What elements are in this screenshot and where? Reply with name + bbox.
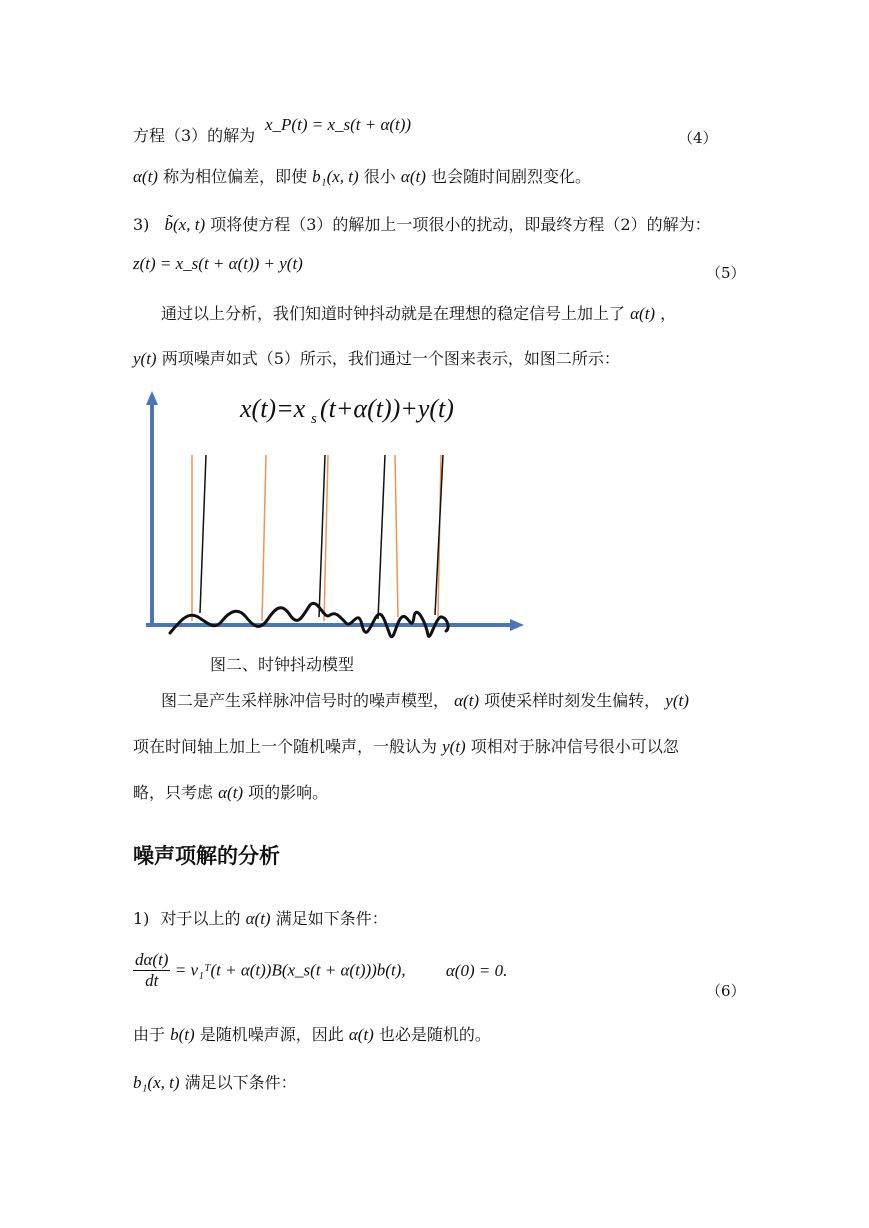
noise-curve: [170, 603, 448, 636]
text-line-5: [161, 303, 676, 325]
jittered-pulse: [200, 455, 206, 613]
fraction-denominator: dt: [145, 971, 159, 990]
math-alpha: α(t): [454, 691, 480, 710]
text-line-2: [133, 166, 591, 188]
figure-caption: 图二、时钟抖动模型: [210, 655, 355, 674]
text-line-1: [133, 125, 255, 147]
line-text: 图二是产生采样脉冲信号时的噪声模型，: [161, 691, 450, 710]
text-line-8: [133, 736, 679, 758]
math-b1: b₁(x, t): [312, 167, 359, 186]
math-alpha: α(t): [630, 304, 656, 323]
figure-formula-sub: s: [311, 411, 317, 427]
ideal-pulse: [262, 455, 266, 621]
line-text: ，: [660, 304, 677, 323]
text-line-3: [133, 214, 711, 236]
equation-4: [265, 114, 411, 136]
fraction-numerator: dα(t): [135, 950, 169, 969]
line-text: 通过以上分析，我们知道时钟抖动就是在理想的稳定信号上加上了: [161, 304, 626, 323]
y-axis-arrow: [146, 391, 158, 405]
math-expression: x_P(t) = x_s(t + α(t)): [265, 115, 412, 134]
equation-number-5: （5）: [706, 264, 746, 282]
text-line-6: [133, 348, 620, 370]
line-text: 方程（3）的解为: [133, 126, 256, 145]
line-text: 是随机噪声源，因此: [199, 1025, 344, 1044]
line-text: 项将使方程（3）的解加上一项很小的扰动，即最终方程（2）的解为：: [210, 215, 711, 234]
math-b-tilde: b̃(x, t): [164, 215, 206, 234]
jittered-pulse: [378, 455, 385, 619]
figure-formula-rest: (t+α(t))+y(t): [320, 394, 454, 423]
equation-6: [133, 950, 507, 991]
math-alpha: α(t): [245, 909, 271, 928]
figure-formula: x(t)=x: [240, 394, 306, 423]
math-y: y(t): [665, 691, 689, 710]
line-text: 满足以下条件：: [184, 1073, 297, 1092]
line-text: 称为相位偏差，即使: [163, 167, 308, 186]
line-text: 项在时间轴上加上一个随机噪声，一般认为: [133, 737, 438, 756]
list-number: 3): [133, 215, 150, 234]
line-text: 对于以上的: [160, 909, 241, 928]
math-alpha: α(t): [348, 1025, 374, 1044]
equation-rhs: = v₁ᵀ(t + α(t))B(x_s(t + α(t)))b(t),: [174, 960, 406, 980]
line-text: 略，只考虑: [133, 783, 214, 802]
line-text: 也会随时间剧烈变化。: [430, 167, 591, 186]
math-alpha: α(t): [218, 783, 244, 802]
math-alpha: α(t): [133, 167, 158, 186]
initial-condition: α(0) = 0.: [445, 960, 508, 980]
clock-jitter-figure: [130, 385, 530, 645]
section-heading: 噪声项解的分析: [133, 844, 280, 868]
line-text: 项的影响。: [248, 783, 329, 802]
line-text: 项使采样时刻发生偏转，: [484, 691, 661, 710]
text-line-7: [161, 690, 689, 712]
equation-number-6: （6）: [706, 982, 746, 1000]
math-b: b(t): [170, 1025, 195, 1044]
fraction: [133, 950, 170, 991]
math-alpha: α(t): [400, 167, 426, 186]
line-text: 也必是随机的。: [378, 1025, 491, 1044]
ideal-pulse: [395, 455, 398, 617]
equation-5: z(t) = x_s(t + α(t)) + y(t): [133, 254, 303, 273]
line-text: 由于: [133, 1025, 166, 1044]
equation-number-4: （4）: [678, 129, 718, 147]
text-line-12: [133, 1072, 297, 1094]
line-text: 项相对于脉冲信号很小可以忽: [470, 737, 679, 756]
text-line-9: [133, 782, 328, 804]
math-b1: b₁(x, t): [133, 1073, 180, 1092]
math-y: y(t): [442, 737, 466, 756]
x-axis-arrow: [510, 619, 524, 631]
list-number: 1): [133, 909, 150, 928]
math-y: y(t): [133, 349, 157, 368]
line-text: 两项噪声如式（5）所示，我们通过一个图来表示，如图二所示：: [161, 349, 620, 368]
line-text: 满足如下条件：: [275, 909, 388, 928]
text-line-10: [133, 908, 388, 930]
line-text: 很小: [363, 167, 396, 186]
text-line-11: [133, 1024, 491, 1046]
